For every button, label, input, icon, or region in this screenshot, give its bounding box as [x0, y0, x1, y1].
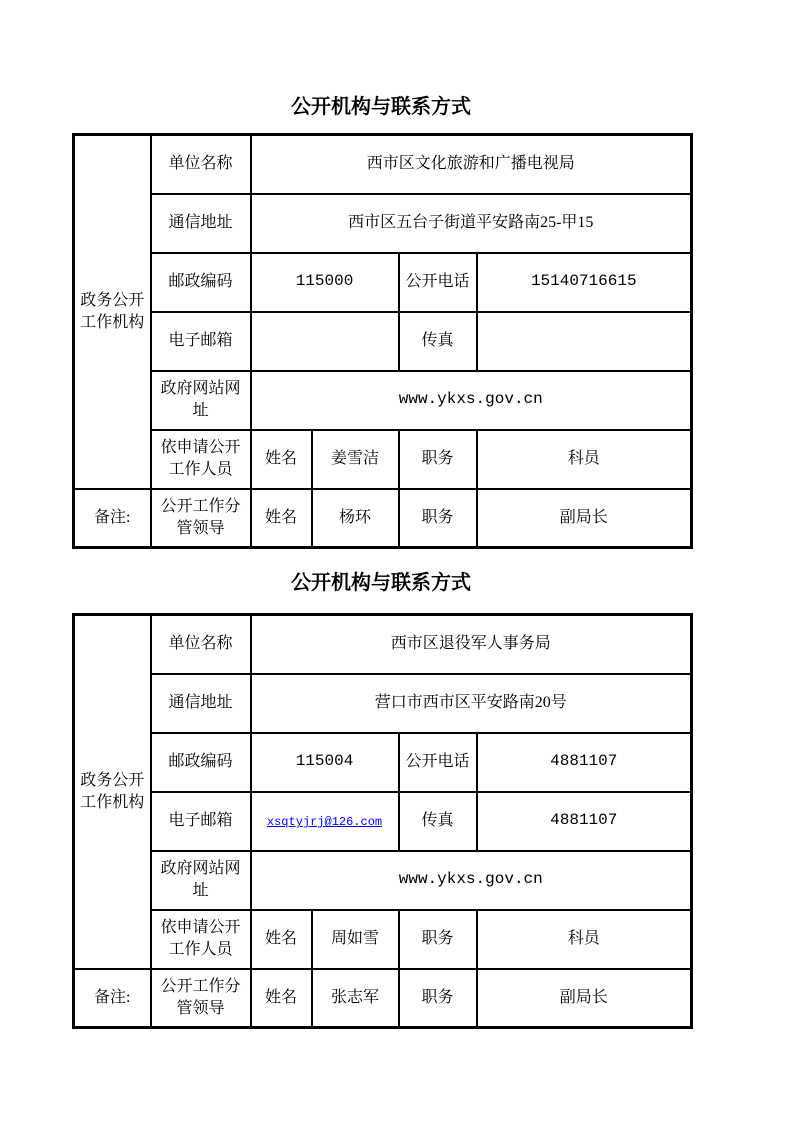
table-row — [74, 135, 692, 194]
email-value-cell — [251, 792, 399, 851]
table-row — [74, 312, 692, 371]
title-value-cell: 副局长 — [477, 489, 692, 548]
unit-label-cell: 单位名称 — [151, 135, 251, 194]
postcode-value-cell: 115000 — [251, 253, 399, 312]
name-value-cell: 杨环 — [312, 489, 399, 548]
postcode-label-cell: 邮政编码 — [151, 733, 251, 792]
fax-label-cell: 传真 — [399, 792, 477, 851]
table-row — [74, 194, 692, 253]
phone-value-cell: 4881107 — [477, 733, 692, 792]
title-value-cell: 科员 — [477, 910, 692, 969]
table-row — [74, 489, 692, 548]
remark-label-cell: 备注: — [74, 489, 151, 548]
fax-label-cell: 传真 — [399, 312, 477, 371]
title-label-cell: 职务 — [399, 489, 477, 548]
address-value-cell: 西市区五台子街道平安路南25-甲15 — [251, 194, 692, 253]
postcode-value-cell: 115004 — [251, 733, 399, 792]
side-header-cell: 政务公开工作机构 — [74, 615, 151, 969]
email-link[interactable]: xsqtyjrj@126.com — [266, 815, 383, 830]
title-value-cell: 科员 — [477, 430, 692, 489]
postcode-label-cell: 邮政编码 — [151, 253, 251, 312]
table-row — [74, 910, 692, 969]
table-row — [74, 792, 692, 851]
website-value-cell: www.ykxs.gov.cn — [251, 371, 692, 430]
website-label-cell: 政府网站网址 — [151, 851, 251, 910]
address-label-cell: 通信地址 — [151, 674, 251, 733]
side-header-cell: 政务公开工作机构 — [74, 135, 151, 489]
table-row — [74, 733, 692, 792]
request-staff-label-cell: 依申请公开工作人员 — [151, 910, 251, 969]
email-label-cell: 电子邮箱 — [151, 312, 251, 371]
phone-label-cell: 公开电话 — [399, 253, 477, 312]
phone-label-cell: 公开电话 — [399, 733, 477, 792]
table-row — [74, 969, 692, 1028]
title-label-cell: 职务 — [399, 969, 477, 1028]
request-staff-label-cell: 依申请公开工作人员 — [151, 430, 251, 489]
email-value-cell — [251, 312, 399, 371]
website-label-cell: 政府网站网址 — [151, 371, 251, 430]
address-value-cell: 营口市西市区平安路南20号 — [251, 674, 692, 733]
phone-value-cell: 15140716615 — [477, 253, 692, 312]
table-row — [74, 430, 692, 489]
table-title: 公开机构与联系方式 — [291, 96, 471, 118]
leader-label-cell: 公开工作分管领导 — [151, 489, 251, 548]
table-row — [74, 674, 692, 733]
name-value-cell: 姜雪洁 — [312, 430, 399, 489]
title-label-cell: 职务 — [399, 910, 477, 969]
contact-table — [72, 613, 693, 1029]
name-label-cell: 姓名 — [251, 489, 312, 548]
table-row — [74, 253, 692, 312]
unit-label-cell: 单位名称 — [151, 615, 251, 674]
fax-value-cell: 4881107 — [477, 792, 692, 851]
name-label-cell: 姓名 — [251, 910, 312, 969]
name-value-cell: 周如雪 — [312, 910, 399, 969]
email-label-cell: 电子邮箱 — [151, 792, 251, 851]
table-row — [74, 371, 692, 430]
title-label-cell: 职务 — [399, 430, 477, 489]
leader-label-cell: 公开工作分管领导 — [151, 969, 251, 1028]
unit-value-cell: 西市区退役军人事务局 — [251, 615, 692, 674]
name-label-cell: 姓名 — [251, 430, 312, 489]
unit-value-cell: 西市区文化旅游和广播电视局 — [251, 135, 692, 194]
table-row — [74, 615, 692, 674]
fax-value-cell — [477, 312, 692, 371]
remark-label-cell: 备注: — [74, 969, 151, 1028]
contact-table — [72, 133, 693, 549]
title-value-cell: 副局长 — [477, 969, 692, 1028]
website-value-cell: www.ykxs.gov.cn — [251, 851, 692, 910]
address-label-cell: 通信地址 — [151, 194, 251, 253]
table-title: 公开机构与联系方式 — [291, 572, 471, 594]
table-row — [74, 851, 692, 910]
name-value-cell: 张志军 — [312, 969, 399, 1028]
name-label-cell: 姓名 — [251, 969, 312, 1028]
